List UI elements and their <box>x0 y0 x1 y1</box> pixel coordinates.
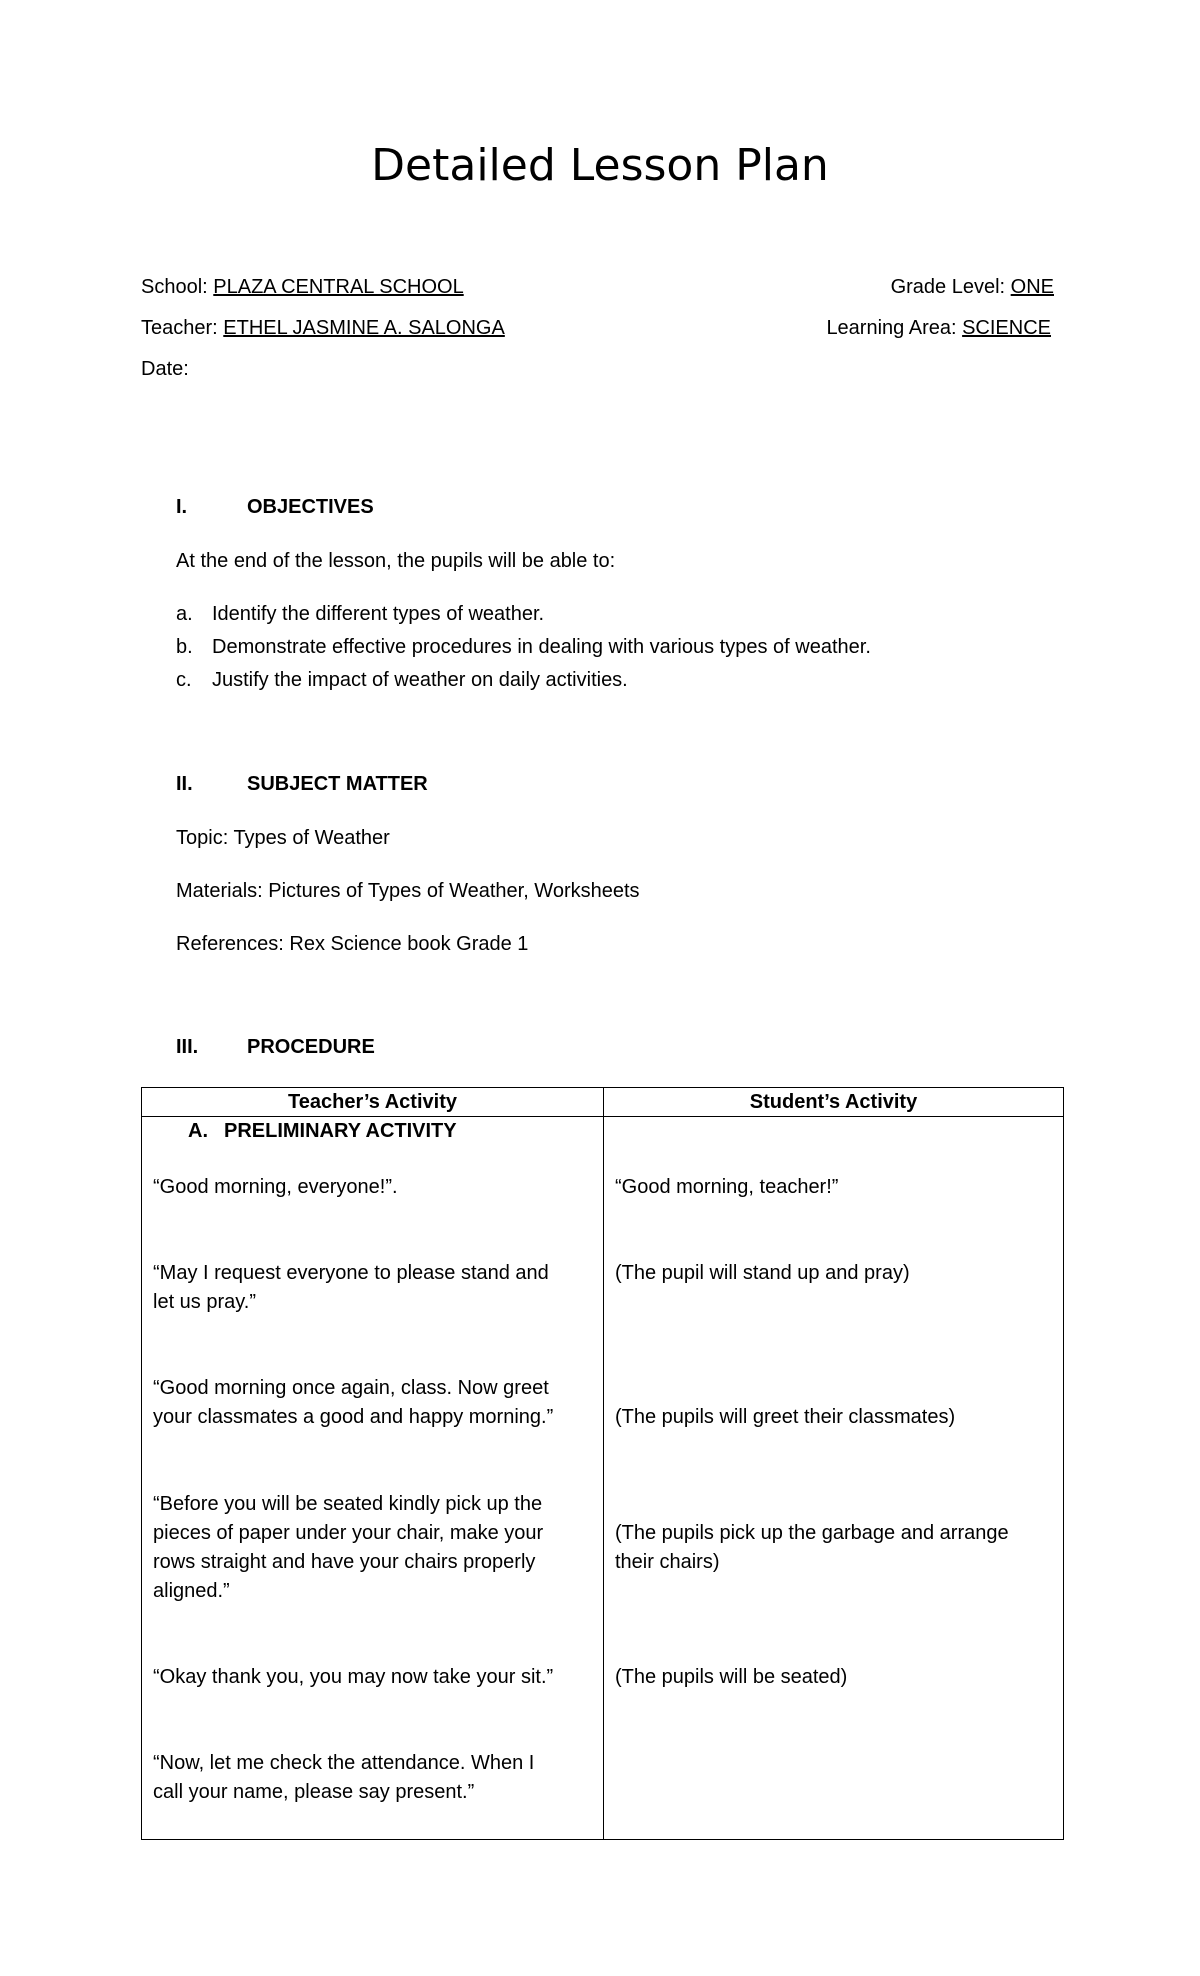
objectives-intro: At the end of the lesson, the pupils will be able to: <box>176 550 616 572</box>
teacher-line: “Now, let me check the attendance. When I <box>153 1752 535 1774</box>
teacher-line: call your name, please say present.” <box>153 1781 475 1803</box>
teacher-line: “Good morning once again, class. Now greet <box>153 1377 549 1399</box>
list-marker: a. <box>176 603 193 625</box>
objectives-list <box>176 600 871 699</box>
list-text: Identify the different types of weather. <box>212 603 545 625</box>
teacher-line: “May I request everyone to please stand and <box>153 1262 549 1284</box>
sub-heading-text: PRELIMINARY ACTIVITY <box>224 1120 457 1142</box>
list-text: Demonstrate effective procedures in dealing with various types of weather. <box>212 636 871 658</box>
teacher-activity-cell <box>142 1117 604 1840</box>
student-line: “Good morning, teacher!” <box>615 1176 839 1198</box>
preliminary-activity-heading <box>188 1118 457 1144</box>
list-item <box>176 666 871 699</box>
teacher-activity-header: Teacher’s Activity <box>142 1088 604 1117</box>
school-value: PLAZA CENTRAL SCHOOL <box>213 276 464 298</box>
teacher-line: “Before you will be seated kindly pick up the <box>153 1493 543 1515</box>
list-text: Justify the impact of weather on daily activities. <box>212 669 628 691</box>
teacher-line <box>141 314 505 342</box>
student-line: (The pupils will be seated) <box>615 1666 848 1688</box>
area-value: SCIENCE <box>962 317 1051 339</box>
area-line <box>826 314 1051 342</box>
procedure-title: PROCEDURE <box>247 1036 375 1058</box>
materials-line: Materials: Pictures of Types of Weather, Worksheets <box>176 880 640 902</box>
teacher-line: rows straight and have your chairs properly <box>153 1551 536 1573</box>
list-marker: b. <box>176 636 193 658</box>
student-line: (The pupil will stand up and pray) <box>615 1262 910 1284</box>
objectives-heading <box>176 496 374 519</box>
subject-matter-heading <box>176 773 428 796</box>
topic-line: Topic: Types of Weather <box>176 827 390 849</box>
teacher-line: aligned.” <box>153 1580 230 1602</box>
sub-marker: A. <box>188 1120 208 1142</box>
student-line: (The pupils pick up the garbage and arrange <box>615 1522 1009 1544</box>
grade-value: ONE <box>1010 276 1054 298</box>
references-line: References: Rex Science book Grade 1 <box>176 933 529 955</box>
procedure-table <box>141 1087 1064 1840</box>
school-line <box>141 273 464 301</box>
list-item <box>176 633 871 666</box>
date-line <box>141 355 189 383</box>
objectives-numeral: I. <box>176 496 188 518</box>
teacher-line: “Good morning, everyone!”. <box>153 1176 398 1198</box>
teacher-line: pieces of paper under your chair, make your <box>153 1522 544 1544</box>
list-item <box>176 600 871 633</box>
student-line: (The pupils will greet their classmates) <box>615 1406 956 1428</box>
teacher-line: “Okay thank you, you may now take your sit.” <box>153 1666 554 1688</box>
student-activity-header: Student’s Activity <box>604 1088 1064 1117</box>
student-activity-cell <box>604 1117 1064 1840</box>
teacher-value: ETHEL JASMINE A. SALONGA <box>223 317 505 339</box>
date-label: Date: <box>141 358 189 380</box>
teacher-line: let us pray.” <box>153 1291 256 1313</box>
grade-label: Grade Level: <box>890 276 1011 298</box>
document-title: Detailed Lesson Plan <box>371 140 829 191</box>
teacher-line: your classmates a good and happy morning.” <box>153 1406 554 1428</box>
teacher-label: Teacher: <box>141 317 224 339</box>
list-marker: c. <box>176 669 192 691</box>
objectives-title: OBJECTIVES <box>247 496 374 518</box>
subject-matter-title: SUBJECT MATTER <box>247 773 428 795</box>
student-line: their chairs) <box>615 1551 720 1573</box>
procedure-numeral: III. <box>176 1036 199 1058</box>
subject-matter-numeral: II. <box>176 773 193 795</box>
procedure-heading <box>176 1036 375 1059</box>
area-label: Learning Area: <box>826 317 963 339</box>
school-label: School: <box>141 276 214 298</box>
grade-line <box>891 273 1054 301</box>
